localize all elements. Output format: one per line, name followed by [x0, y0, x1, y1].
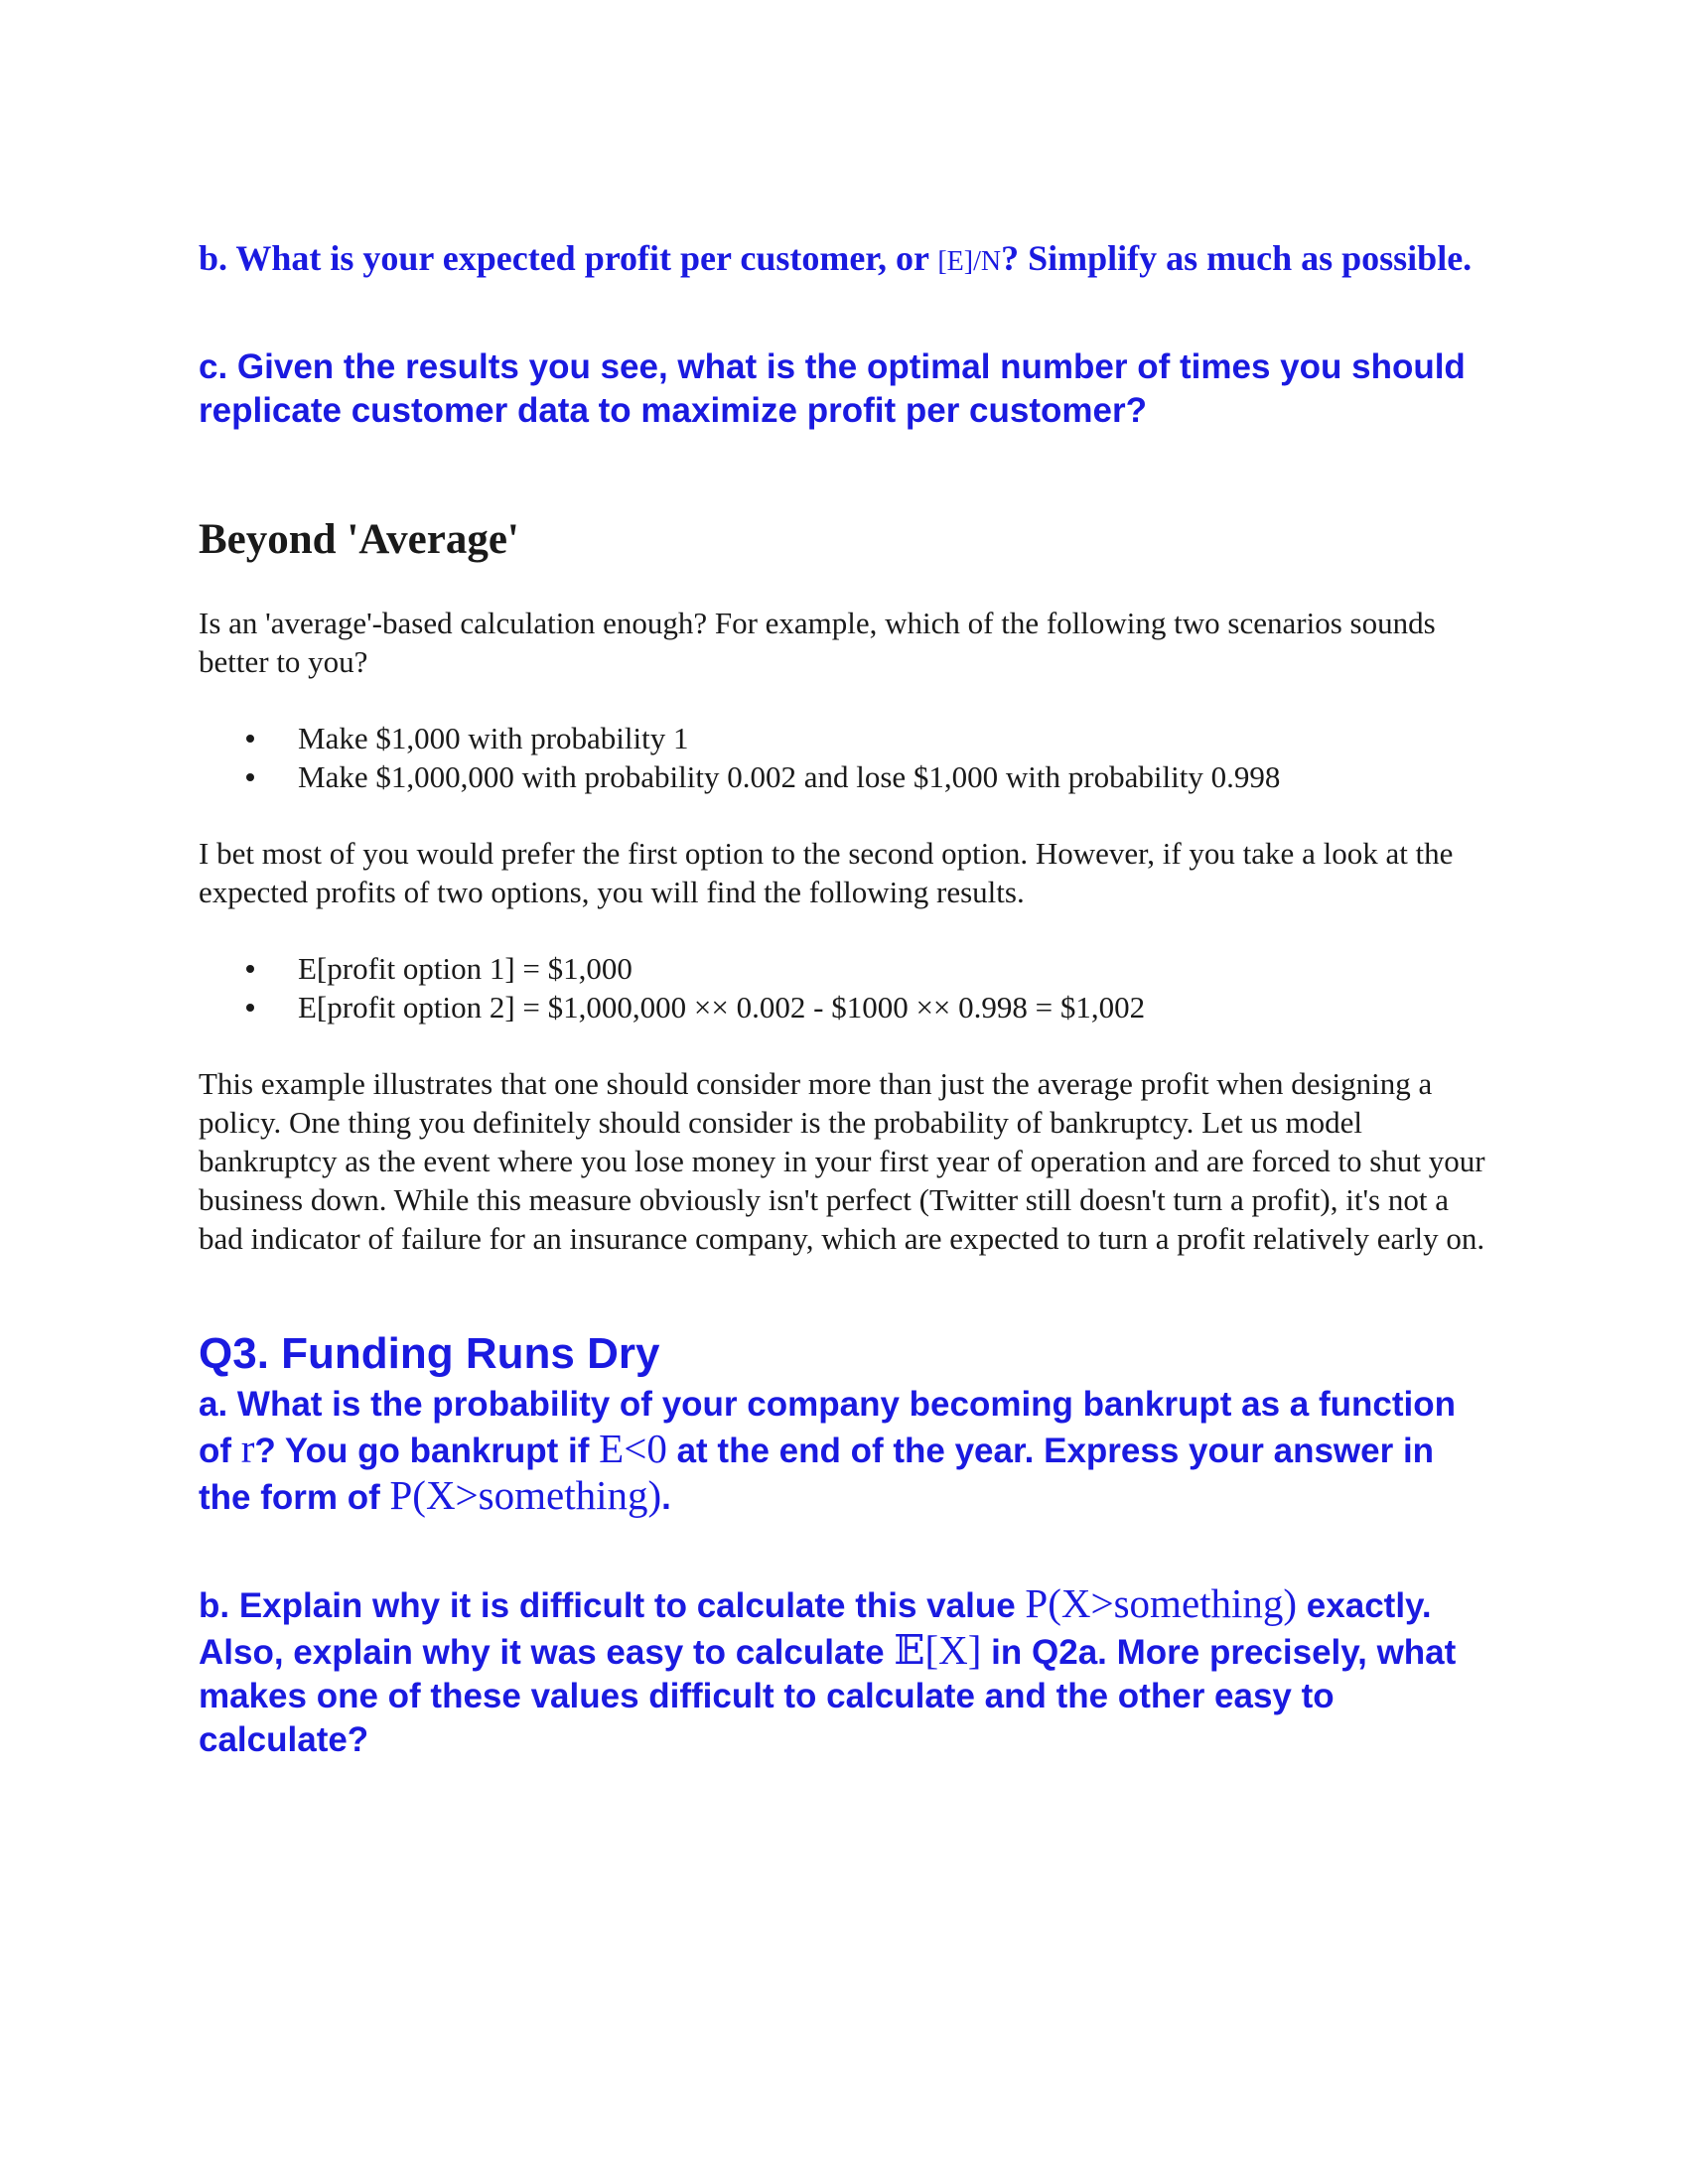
- question-2b: [199, 236, 1489, 284]
- question-3a-math-r: r: [240, 1426, 255, 1471]
- question-2b-math: [E]/N: [937, 246, 1002, 277]
- question-2c: c. Given the results you see, what is the optimal number of times you should replicate customer data to maximize profit per customer?: [199, 347, 1466, 430]
- bullet-icon: [246, 1004, 254, 1012]
- scenario-list-item: [199, 757, 1489, 796]
- results-list-item: [199, 988, 1489, 1026]
- question-3b-math-p: P(X>something): [1025, 1580, 1298, 1626]
- results-list-item: [199, 949, 1489, 988]
- question-2b-text-start: b. What is your expected profit per customer, or: [199, 238, 938, 278]
- question-3b-math-ex: 𝔼[X]: [894, 1627, 982, 1673]
- question-3a: [199, 1383, 1489, 1520]
- section-conclusion-paragraph: This example illustrates that one should consider more than just the average profit when designing a policy. One thing you definitely should consider is the probability of bankruptcy. Let us model bankruptcy as the event where you lose money in your first year of operation and are forced to shut your business down. While this measure obviously isn't perfect (Twitter still doesn't turn a profit), it's not a bad indicator of failure for an insurance company, which are expected to turn a profit relatively early on.: [199, 1066, 1485, 1256]
- question-3a-math-p: P(X>something): [389, 1472, 662, 1518]
- bullet-icon: [246, 735, 254, 743]
- question-3a-text-4: .: [661, 1478, 671, 1517]
- bullet-icon: [246, 965, 254, 973]
- page-content: [199, 236, 1489, 1762]
- question-3b: [199, 1581, 1489, 1762]
- result-2-text: E[profit option 2] = $1,000,000 ×× 0.002 - $1000 ×× 0.998 = $1,002: [298, 990, 1146, 1024]
- question-3a-text-1: a. What is the probability of your company becoming bankrupt as a function of: [199, 1385, 1456, 1470]
- question-3b-text-2: exactly. Also, explain why it was easy to calculate: [199, 1586, 1432, 1672]
- scenario-2-text: Make $1,000,000 with probability 0.002 and lose $1,000 with probability 0.998: [298, 759, 1281, 794]
- scenario-list-item: [199, 719, 1489, 757]
- question-3b-text-3: in Q2a. More precisely, what makes one of these values difficult to calculate and the other easy to calculate?: [199, 1633, 1457, 1759]
- question-3a-math-e: E<0: [599, 1426, 667, 1471]
- bullet-icon: [246, 773, 254, 781]
- result-1-text: E[profit option 1] = $1,000: [298, 951, 633, 986]
- question-2b-text-end: ? Simplify as much as possible.: [1001, 238, 1473, 278]
- question-3b-text-1: b. Explain why it is difficult to calculate this value: [199, 1586, 1026, 1625]
- scenario-list: [199, 719, 1489, 796]
- results-list: [199, 949, 1489, 1026]
- question-3a-text-3: at the end of the year. Express your answer in the form of: [199, 1432, 1435, 1517]
- question-3a-text-2: ? You go bankrupt if: [254, 1432, 600, 1470]
- section-middle-paragraph: I bet most of you would prefer the first option to the second option. However, if you take a look at the expected profits of two options, you will find the following results.: [199, 836, 1454, 909]
- section-intro-paragraph: Is an 'average'-based calculation enough? For example, which of the following two scenarios sounds better to you?: [199, 606, 1436, 679]
- question-3-heading: Q3. Funding Runs Dry: [199, 1329, 660, 1378]
- section-heading-beyond-average: Beyond 'Average': [199, 516, 519, 563]
- scenario-1-text: Make $1,000 with probability 1: [298, 721, 689, 755]
